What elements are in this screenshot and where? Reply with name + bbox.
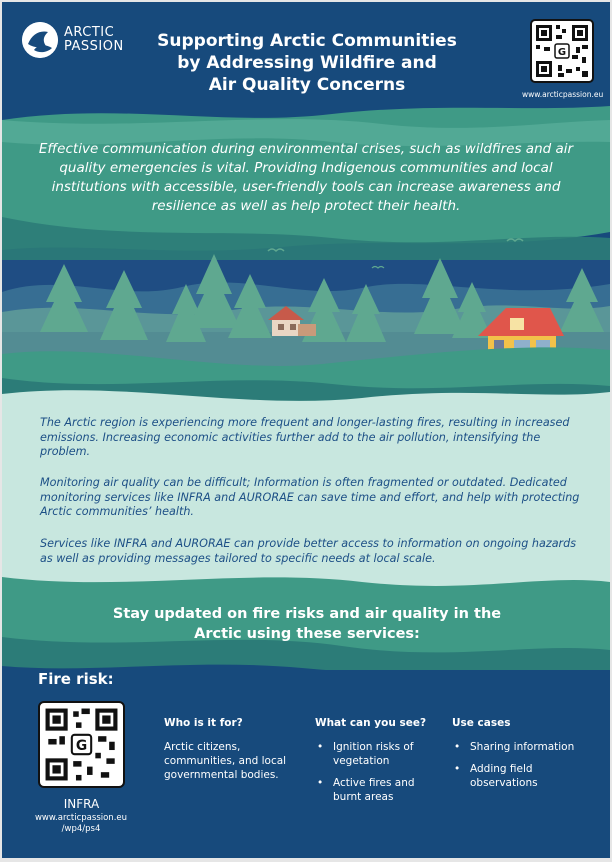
- logo-line-1: ARCTIC: [64, 25, 115, 40]
- who-text-line-1: Arctic citizens,: [164, 741, 241, 753]
- infra-url[interactable]: [26, 813, 136, 835]
- infra-url-line-1: www.arcticpassion.eu: [34, 813, 128, 823]
- page-title: [142, 30, 472, 96]
- cta-line-2: Arctic using these services:: [194, 626, 420, 642]
- logo-line-2: PASSION: [64, 39, 124, 54]
- use-cases-list: [452, 740, 592, 790]
- who-text-line-3: governmental bodies.: [164, 769, 279, 781]
- infra-service-name: INFRA: [63, 797, 100, 811]
- svg-text:G: G: [75, 738, 88, 755]
- cta-line-1: Stay updated on fire risks and air quality in the: [112, 606, 502, 622]
- see-column: [315, 716, 445, 812]
- see-heading: What can you see?: [315, 717, 427, 729]
- paragraph-3: Services like INFRA and AURORAE can provide better access to information on ongoing hazards as well as providing messages tailored to specific needs at local scale.: [40, 537, 577, 565]
- title-line-1: Supporting Arctic Communities: [157, 31, 457, 51]
- paragraph-1: The Arctic region is experiencing more frequent and longer-lasting fires, resulting in increased emissions. Increasing economic activities further add to the air pollution, intensifying the problem.: [40, 416, 570, 458]
- use-cases-heading: Use cases: [452, 717, 511, 729]
- title-line-2: by Addressing Wildfire and: [177, 53, 437, 73]
- infra-url-line-2: /wp4/ps4: [61, 824, 101, 834]
- list-item: • Ignition risks of vegetation: [315, 740, 445, 768]
- arctic-passion-logo-icon: [22, 22, 58, 58]
- poster: [2, 2, 610, 858]
- qr-code-icon[interactable]: [530, 19, 594, 83]
- list-item: • Sharing information: [452, 740, 592, 754]
- logo-wordmark: [64, 26, 124, 54]
- paragraph-2: Monitoring air quality can be difficult; Information is often fragmented or outdated. Dedicated monitoring services like INFRA and AURORAE can save time and effort, and help with protecting Arctic communities’ health.: [40, 476, 580, 518]
- who-text-line-2: communities, and local: [164, 755, 287, 767]
- who-column: [164, 716, 304, 782]
- svg-text:G: G: [557, 47, 567, 58]
- arctic-passion-logo[interactable]: [22, 22, 124, 58]
- call-to-action: [92, 604, 522, 644]
- list-item: • Adding field observations: [452, 762, 592, 790]
- see-list: [315, 740, 445, 804]
- intro-text: Effective communication during environmental crises, such as wildfires and air quality emergencies is vital. Providing Indigenous communities and local institutions with accessible, user-friendly tools can increase awareness and resilience as well as help protect their health.: [38, 141, 574, 214]
- title-line-3: Air Quality Concerns: [208, 75, 406, 95]
- fire-risk-heading: Fire risk:: [38, 670, 114, 688]
- list-item: • Active fires and burnt areas: [315, 776, 445, 804]
- use-cases-column: [452, 716, 592, 798]
- infra-qr-code-icon[interactable]: [38, 701, 125, 788]
- website-link[interactable]: www.arcticpassion.eu: [522, 90, 604, 99]
- who-heading: Who is it for?: [164, 717, 243, 729]
- who-text: [164, 740, 304, 782]
